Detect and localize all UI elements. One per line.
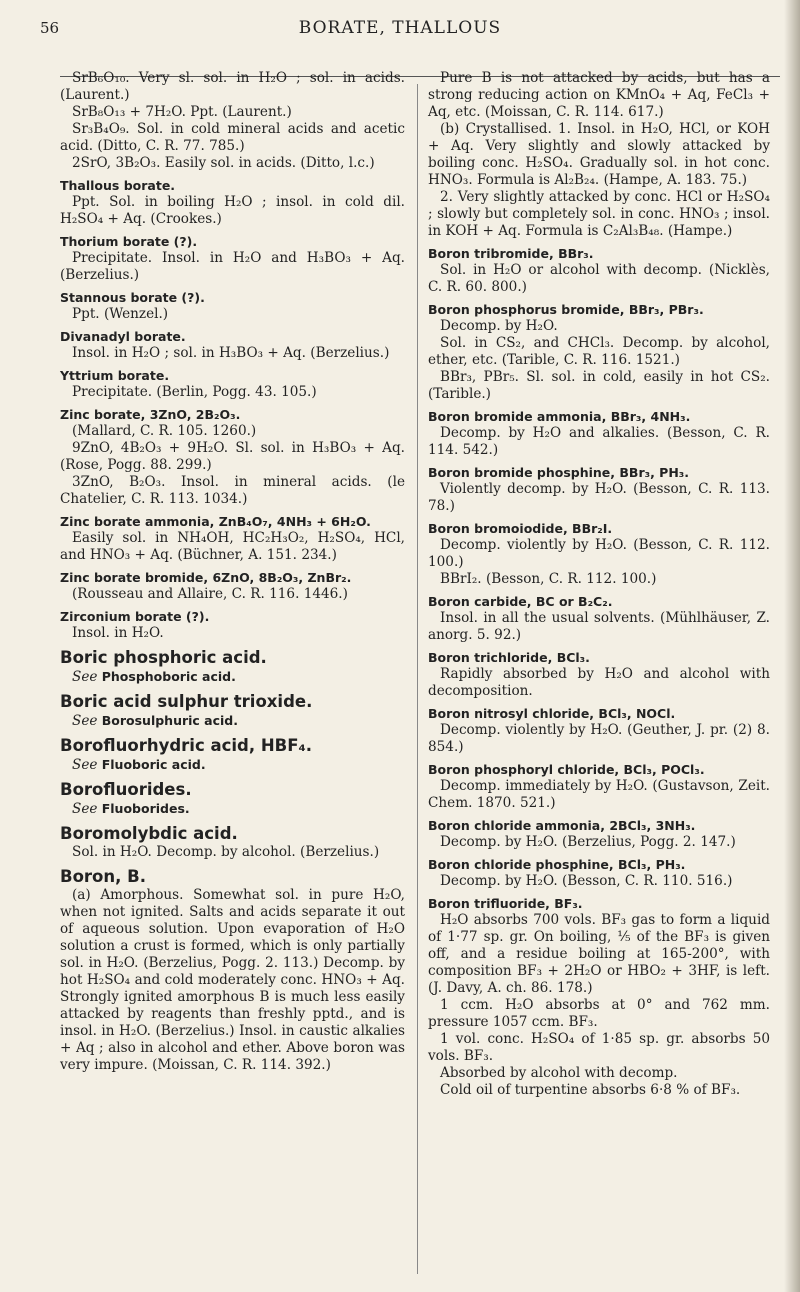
dictionary-entry <box>60 692 405 730</box>
dictionary-entry <box>60 70 405 172</box>
dictionary-entry <box>428 817 770 851</box>
see-label: See <box>72 669 98 685</box>
dictionary-entry <box>428 856 770 890</box>
entry-text: Pure B is not attacked by acids, but has a strong reducing action on KMnO₄ + Aq, FeCl₃ + Aq, etc. (Moissan, C. R. 114. 617.) <box>428 70 770 120</box>
entry-text: Violently decomp. by H₂O. (Besson, C. R. 113. 78.) <box>428 481 770 514</box>
entry-text: (Mallard, C. R. 105. 1260.) <box>72 423 257 439</box>
entry-heading: Thorium borate (?). <box>60 234 198 249</box>
entry-text: Sol. in H₂O. Decomp. by alcohol. (Berzelius.) <box>72 844 380 860</box>
entry-heading: Boron bromide phosphine, BBr₃, PH₃. <box>428 465 690 480</box>
entry-text: H₂O absorbs 700 vols. BF₃ gas to form a liquid of 1·77 sp. gr. On boiling, ⅕ of the BF₃ is given off, and a residue boiling at 165-200°, with composition BF₃ + 2H₂O or HBO₂ + 3HF, is left. (J. Davy, A. ch. 86. 178.) <box>428 912 770 996</box>
see-label: See <box>72 713 98 729</box>
dictionary-entry <box>60 824 405 861</box>
entry-heading: Boromolybdic acid. <box>60 824 238 843</box>
entry-text: Cold oil of turpentine absorbs 6·8 % of BF₃. <box>440 1082 741 1098</box>
entry-heading: Zirconium borate (?). <box>60 609 210 624</box>
entry-heading: Boron chloride phosphine, BCl₃, PH₃. <box>428 857 686 872</box>
entry-heading: Yttrium borate. <box>60 368 170 383</box>
dictionary-entry <box>60 608 405 642</box>
entry-text: Sol. in CS₂, and CHCl₃. Decomp. by alcohol, ether, etc. (Tarible, C. R. 116. 1521.) <box>428 335 770 368</box>
entry-text: Decomp. by H₂O and alkalies. (Besson, C. R. 114. 542.) <box>428 425 770 458</box>
dictionary-entry <box>60 867 405 1074</box>
page-number: 56 <box>40 19 60 37</box>
entry-heading: Boron carbide, BC or B₂C₂. <box>428 594 613 609</box>
entry-text: (b) Crystallised. 1. Insol. in H₂O, HCl, or KOH + Aq. Very slightly and slowly attacked by boiling conc. H₂SO₄. Gradually sol. in hot conc. HNO₃. Formula is Al₂B₂₄. (Hampe, A. 183. 75.) <box>428 121 770 188</box>
entry-text: Easily sol. in NH₄OH, HC₂H₃O₂, H₂SO₄, HCl, and HNO₃ + Aq. (Büchner, A. 151. 234.) <box>60 530 405 563</box>
entry-text: 3ZnO, B₂O₃. Insol. in mineral acids. (le Chatelier, C. R. 113. 1034.) <box>60 474 405 507</box>
entry-text: Sol. in H₂O or alcohol with decomp. (Nicklès, C. R. 60. 800.) <box>428 262 770 295</box>
entry-heading: Boron trichloride, BCl₃. <box>428 650 590 665</box>
entry-text: SrB₈O₁₃ + 7H₂O. Ppt. (Laurent.) <box>72 104 292 120</box>
dictionary-entry <box>428 245 770 296</box>
entry-text: Insol. in all the usual solvents. (Mühlhäuser, Z. anorg. 5. 92.) <box>428 610 770 643</box>
entry-heading: Thallous borate. <box>60 178 176 193</box>
entry-text: Sr₃B₄O₉. Sol. in cold mineral acids and acetic acid. (Ditto, C. R. 77. 785.) <box>60 121 405 154</box>
entry-text: Decomp. violently by H₂O. (Geuther, J. pr. (2) 8. 854.) <box>428 722 770 755</box>
dictionary-entry <box>428 464 770 515</box>
dictionary-entry <box>428 408 770 459</box>
see-target: Fluoborides. <box>101 801 190 816</box>
entry-heading: Boron bromoiodide, BBr₂I. <box>428 521 613 536</box>
page-edge-shadow <box>784 0 800 1292</box>
dictionary-entry <box>428 895 770 1099</box>
dictionary-entry <box>60 406 405 508</box>
entry-text: (a) Amorphous. Somewhat sol. in pure H₂O, when not ignited. Salts and acids separate it out of aqueous solution. Upon evaporation of H₂O solution a crust is formed, which is only partially sol. in H₂O. (Berzelius, Pogg. 2. 113.) Decomp. by hot H₂SO₄ and cold moderately conc. HNO₃ + Aq. Strongly ignited amorphous B is much less easily attacked by reagents than freshly pptd., and is insol. in H₂O. (Berzelius.) Insol. in caustic alkalies + Aq ; also in alcohol and ether. Above boron was very impure. (Moissan, C. R. 114. 392.) <box>60 887 405 1073</box>
entry-heading: Boron trifluoride, BF₃. <box>428 896 583 911</box>
dictionary-entry <box>60 233 405 284</box>
entry-text: 2SrO, 3B₂O₃. Easily sol. in acids. (Ditto, l.c.) <box>72 155 375 171</box>
entry-text: 1 ccm. H₂O absorbs at 0° and 762 mm. pressure 1057 ccm. BF₃. <box>428 997 770 1030</box>
entry-text: 1 vol. conc. H₂SO₄ of 1·85 sp. gr. absorbs 50 vols. BF₃. <box>428 1031 770 1064</box>
entry-text: Decomp. violently by H₂O. (Besson, C. R. 112. 100.) <box>428 537 770 570</box>
entry-text: BBrI₂. (Besson, C. R. 112. 100.) <box>440 571 657 587</box>
dictionary-entry <box>60 513 405 564</box>
dictionary-entry <box>60 367 405 401</box>
entry-text: SrB₆O₁₀. Very sl. sol. in H₂O ; sol. in acids. (Laurent.) <box>60 70 405 103</box>
dictionary-entry <box>60 328 405 362</box>
right-column <box>428 70 770 1104</box>
entry-text: Precipitate. Insol. in H₂O and H₃BO₃ + Aq. (Berzelius.) <box>60 250 405 283</box>
entry-heading: Borofluorides. <box>60 780 192 799</box>
entry-text: Decomp. immediately by H₂O. (Gustavson, Zeit. Chem. 1870. 521.) <box>428 778 770 811</box>
entry-heading: Boron, B. <box>60 867 146 886</box>
running-title: BORATE, THALLOUS <box>298 18 502 38</box>
dictionary-entry <box>428 649 770 700</box>
see-target: Borosulphuric acid. <box>101 713 239 728</box>
entry-heading: Boron phosphoryl chloride, BCl₃, POCl₃. <box>428 762 705 777</box>
entry-heading: Stannous borate (?). <box>60 290 205 305</box>
entry-heading: Zinc borate, 3ZnO, 2B₂O₃. <box>60 407 241 422</box>
dictionary-entry <box>428 301 770 403</box>
entry-heading: Boric acid sulphur trioxide. <box>60 692 313 711</box>
dictionary-entry <box>60 648 405 686</box>
entry-text: Decomp. by H₂O. (Berzelius, Pogg. 2. 147.) <box>440 834 736 850</box>
see-reference <box>60 712 405 730</box>
entry-text: 2. Very slightly attacked by conc. HCl or H₂SO₄ ; slowly but completely sol. in conc. HNO₃ ; insol. in KOH + Aq. Formula is C₂Al₃B₄₈. (Hampe.) <box>428 189 770 239</box>
entry-heading: Boron bromide ammonia, BBr₃, 4NH₃. <box>428 409 691 424</box>
entry-heading: Divanadyl borate. <box>60 329 186 344</box>
entry-heading: Boron tribromide, BBr₃. <box>428 246 594 261</box>
column-divider <box>417 84 418 1274</box>
entry-text: Decomp. by H₂O. (Besson, C. R. 110. 516.) <box>440 873 733 889</box>
left-column <box>60 70 405 1079</box>
dictionary-entry <box>428 705 770 756</box>
entry-text: Rapidly absorbed by H₂O and alcohol with decomposition. <box>428 666 770 699</box>
dictionary-entry <box>60 736 405 774</box>
entry-heading: Zinc borate bromide, 6ZnO, 8B₂O₃, ZnBr₂. <box>60 570 352 585</box>
see-target: Fluoboric acid. <box>101 757 206 772</box>
see-label: See <box>72 757 98 773</box>
entry-heading: Boric phosphoric acid. <box>60 648 267 667</box>
dictionary-entry <box>60 569 405 603</box>
entry-heading: Boron nitrosyl chloride, BCl₃, NOCl. <box>428 706 676 721</box>
entry-heading: Boron phosphorus bromide, BBr₃, PBr₃. <box>428 302 704 317</box>
entry-text: 9ZnO, 4B₂O₃ + 9H₂O. Sl. sol. in H₃BO₃ + Aq. (Rose, Pogg. 88. 299.) <box>60 440 405 473</box>
entry-text: Ppt. Sol. in boiling H₂O ; insol. in cold dil. H₂SO₄ + Aq. (Crookes.) <box>60 194 405 227</box>
see-reference <box>60 668 405 686</box>
entry-text: Insol. in H₂O. <box>72 625 164 641</box>
dictionary-entry <box>60 780 405 818</box>
see-reference <box>60 800 405 818</box>
entry-text: Ppt. (Wenzel.) <box>72 306 169 322</box>
dictionary-entry <box>428 70 770 240</box>
dictionary-entry <box>60 289 405 323</box>
dictionary-entry <box>428 593 770 644</box>
entry-text: Insol. in H₂O ; sol. in H₃BO₃ + Aq. (Berzelius.) <box>72 345 390 361</box>
dictionary-entry <box>428 520 770 588</box>
entry-heading: Borofluorhydric acid, HBF₄. <box>60 736 313 755</box>
see-reference <box>60 756 405 774</box>
entry-heading: Zinc borate ammonia, ZnB₄O₇, 4NH₃ + 6H₂O. <box>60 514 371 529</box>
entry-text: Decomp. by H₂O. <box>440 318 558 334</box>
entry-text: Absorbed by alcohol with decomp. <box>440 1065 678 1081</box>
entry-text: Precipitate. (Berlin, Pogg. 43. 105.) <box>72 384 317 400</box>
entry-text: BBr₃, PBr₅. Sl. sol. in cold, easily in hot CS₂. (Tarible.) <box>428 369 770 402</box>
see-target: Phosphoboric acid. <box>101 669 236 684</box>
dictionary-entry <box>60 177 405 228</box>
see-label: See <box>72 801 98 817</box>
dictionary-entry <box>428 761 770 812</box>
entry-text: (Rousseau and Allaire, C. R. 116. 1446.) <box>72 586 348 602</box>
entry-heading: Boron chloride ammonia, 2BCl₃, 3NH₃. <box>428 818 696 833</box>
